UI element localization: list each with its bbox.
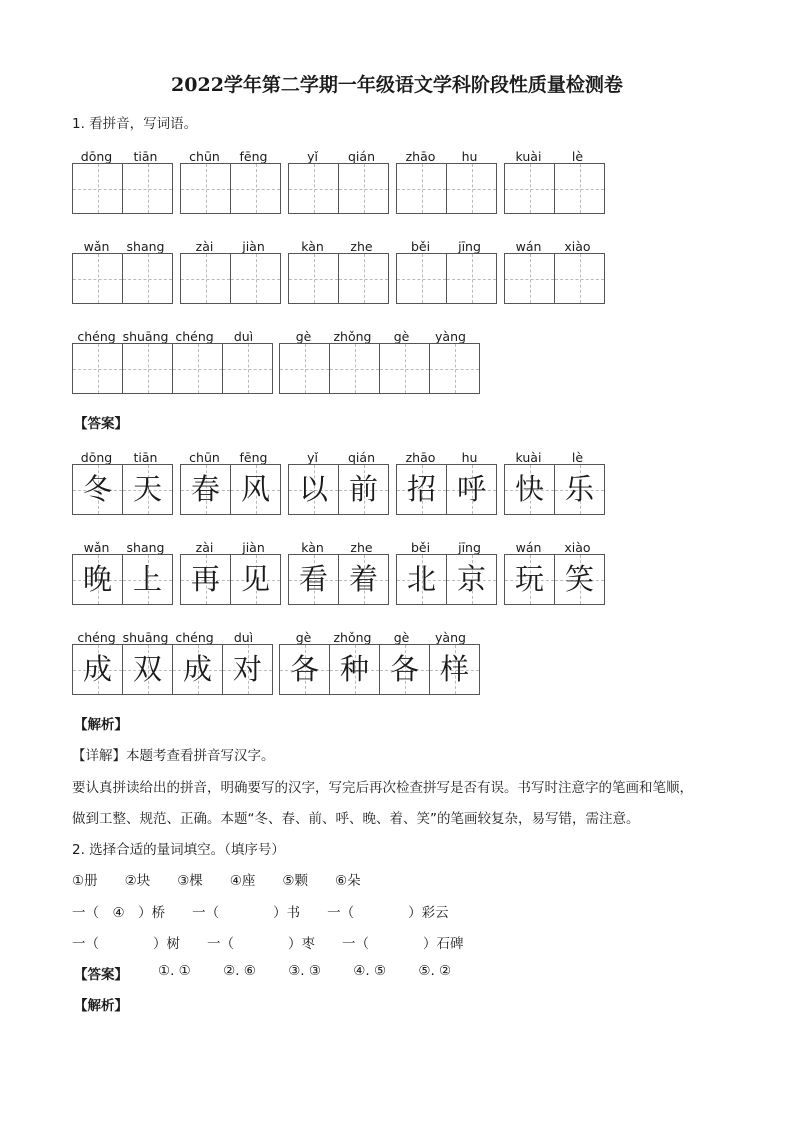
pinyin-syllable: chéng (175, 630, 214, 645)
answer-cell (180, 464, 231, 515)
answer-cell (429, 644, 480, 695)
blank-writing-cell[interactable] (230, 253, 281, 304)
answer-item: ⑤. ② (418, 963, 452, 979)
answer-character: 样 (439, 652, 469, 686)
question-2-answers (158, 963, 479, 979)
answer-character: 双 (132, 652, 162, 686)
pinyin-syllable: shang (126, 540, 165, 555)
pinyin-syllable: chéng (77, 329, 116, 344)
blank-writing-cell[interactable] (429, 343, 480, 394)
pinyin-syllable: dōng (80, 450, 113, 465)
pinyin-syllable: shuāng (122, 329, 169, 344)
blank-writing-cell[interactable] (446, 163, 497, 214)
answer-cell (338, 554, 389, 605)
answer-item: ④. ⑤ (353, 963, 387, 979)
answer-character: 各 (389, 652, 419, 686)
answer-character: 呼 (456, 472, 486, 506)
pinyin-syllable: chūn (189, 149, 220, 164)
answer-character: 种 (339, 652, 369, 686)
blank-writing-cell[interactable] (230, 163, 281, 214)
pinyin-syllable: xiào (564, 239, 591, 254)
answer-cell (396, 464, 447, 515)
blank-writing-cell[interactable] (72, 253, 123, 304)
answer-character: 风 (240, 472, 270, 506)
blank-writing-cell[interactable] (504, 163, 555, 214)
answer-character: 天 (132, 472, 162, 506)
answer-cell (122, 644, 173, 695)
blank-writing-cell[interactable] (72, 343, 123, 394)
answer-cell (222, 644, 273, 695)
question-2-line-2: 一（ ）树 一（ ）枣 一（ ）石碑 (72, 936, 464, 952)
blank-writing-cell[interactable] (122, 343, 173, 394)
pinyin-syllable: jīng (458, 540, 481, 555)
page-title: 2022学年第二学期一年级语文学科阶段性质量检测卷 (171, 74, 623, 96)
pinyin-syllable: kuài (515, 149, 542, 164)
answer-character: 春 (190, 472, 220, 506)
answer-cell (554, 464, 605, 515)
answer-item: ①. ① (158, 963, 191, 979)
answer-character: 玩 (514, 562, 544, 596)
question-1-label: 1. 看拼音，写词语。 (72, 116, 198, 132)
pinyin-syllable: gè (393, 329, 410, 344)
blank-writing-cell[interactable] (396, 253, 447, 304)
pinyin-syllable: zài (195, 540, 214, 555)
answer-character: 看 (298, 562, 328, 596)
pinyin-syllable: duì (233, 329, 254, 344)
pinyin-syllable: dōng (80, 149, 113, 164)
answer-cell (446, 554, 497, 605)
pinyin-syllable: zhāo (405, 450, 436, 465)
pinyin-syllable: běi (410, 239, 431, 254)
answer-cell (504, 464, 555, 515)
answer-cell (172, 644, 223, 695)
pinyin-syllable: yǐ (307, 450, 318, 465)
pinyin-syllable: duì (233, 630, 254, 645)
pinyin-syllable: jiàn (242, 540, 265, 555)
pinyin-syllable: qián (348, 450, 375, 465)
answer-character: 各 (289, 652, 319, 686)
answer-cell (72, 464, 123, 515)
answer-cell (338, 464, 389, 515)
answer-cell (122, 464, 173, 515)
pinyin-syllable: kàn (301, 540, 324, 555)
pinyin-syllable: jīng (458, 239, 481, 254)
answer-character: 北 (406, 562, 436, 596)
question-2-analysis-tag: 【解析】 (74, 998, 128, 1014)
pinyin-syllable: běi (410, 540, 431, 555)
answer-cell (72, 644, 123, 695)
answer-cell (379, 644, 430, 695)
question-2-answer-tag: 【答案】 (74, 967, 128, 983)
answer-cell (446, 464, 497, 515)
pinyin-syllable: zhǒng (333, 630, 372, 645)
pinyin-syllable: lè (571, 450, 584, 465)
answer-character: 京 (456, 562, 486, 596)
pinyin-syllable: hu (461, 149, 478, 164)
blank-writing-cell[interactable] (72, 163, 123, 214)
question-2-line-1: 一（ ④ ）桥 一（ ）书 一（ ）彩云 (72, 905, 449, 921)
answer-cell (72, 554, 123, 605)
pinyin-syllable: wán (515, 239, 542, 254)
blank-writing-cell[interactable] (554, 163, 605, 214)
answer-character: 前 (348, 472, 378, 506)
answer-character: 对 (232, 652, 262, 686)
blank-writing-cell[interactable] (504, 253, 555, 304)
pinyin-syllable: tiān (133, 149, 158, 164)
pinyin-syllable: jiàn (242, 239, 265, 254)
answer-cell (504, 554, 555, 605)
answer-cell (230, 554, 281, 605)
blank-writing-cell[interactable] (288, 253, 339, 304)
pinyin-syllable: chéng (175, 329, 214, 344)
answer-character: 成 (182, 652, 212, 686)
pinyin-syllable: fēng (239, 450, 268, 465)
blank-writing-cell[interactable] (180, 163, 231, 214)
answer-tag: 【答案】 (74, 416, 128, 432)
pinyin-syllable: yàng (435, 630, 466, 645)
answer-cell (288, 554, 339, 605)
blank-writing-cell[interactable] (122, 163, 173, 214)
blank-writing-cell[interactable] (338, 163, 389, 214)
pinyin-syllable: lè (571, 149, 584, 164)
answer-cell (279, 644, 330, 695)
answer-cell (329, 644, 380, 695)
pinyin-syllable: gè (295, 630, 312, 645)
blank-writing-cell[interactable] (279, 343, 330, 394)
analysis-paragraph-1: 要认真拼读给出的拼音，明确要写的汉字，写完后再次检查拼写是否有误。书写时注意字的笔画和笔顺， (72, 780, 693, 796)
answer-character: 笑 (564, 562, 594, 596)
pinyin-syllable: kàn (301, 239, 324, 254)
answer-cell (396, 554, 447, 605)
pinyin-syllable: yǐ (307, 149, 318, 164)
answer-character: 再 (190, 562, 220, 596)
blank-writing-cell[interactable] (122, 253, 173, 304)
answer-character: 冬 (82, 472, 112, 506)
pinyin-syllable: fēng (239, 149, 268, 164)
blank-writing-cell[interactable] (446, 253, 497, 304)
answer-item: ③. ③ (288, 963, 321, 979)
blank-writing-cell[interactable] (172, 343, 223, 394)
question-2-label: 2. 选择合适的量词填空。（填序号） (72, 842, 285, 858)
pinyin-syllable: shuāng (122, 630, 169, 645)
analysis-paragraph-2: 做到工整、规范、正确。本题“冬、春、前、呼、晚、着、笑”的笔画较复杂，易写错，需注意。 (72, 811, 640, 827)
pinyin-syllable: qián (348, 149, 375, 164)
pinyin-syllable: zhe (350, 239, 373, 254)
blank-writing-cell[interactable] (222, 343, 273, 394)
answer-character: 招 (406, 472, 436, 506)
pinyin-syllable: chéng (77, 630, 116, 645)
answer-character: 以 (298, 472, 328, 506)
blank-writing-cell[interactable] (338, 253, 389, 304)
question-2-options: ①册 ②块 ③棵 ④座 ⑤颗 ⑥朵 (72, 873, 361, 889)
pinyin-syllable: wǎn (83, 540, 110, 555)
pinyin-syllable: chūn (189, 450, 220, 465)
pinyin-syllable: wán (515, 540, 542, 555)
pinyin-syllable: xiào (564, 540, 591, 555)
detail-text: 【详解】本题考查看拼音写汉字。 (72, 748, 275, 764)
pinyin-syllable: zhe (350, 540, 373, 555)
answer-character: 着 (348, 562, 378, 596)
answer-character: 成 (82, 652, 112, 686)
blank-writing-cell[interactable] (554, 253, 605, 304)
answer-character: 见 (240, 562, 270, 596)
pinyin-syllable: tiān (133, 450, 158, 465)
pinyin-syllable: gè (295, 329, 312, 344)
pinyin-syllable: shang (126, 239, 165, 254)
answer-cell (554, 554, 605, 605)
answer-character: 乐 (564, 472, 594, 506)
blank-writing-cell[interactable] (396, 163, 447, 214)
pinyin-syllable: gè (393, 630, 410, 645)
answer-character: 上 (132, 562, 162, 596)
answer-character: 快 (514, 472, 544, 506)
pinyin-syllable: zhǒng (333, 329, 372, 344)
pinyin-syllable: hu (461, 450, 478, 465)
blank-writing-cell[interactable] (180, 253, 231, 304)
pinyin-syllable: zài (195, 239, 214, 254)
pinyin-syllable: yàng (435, 329, 466, 344)
blank-writing-cell[interactable] (379, 343, 430, 394)
blank-writing-cell[interactable] (288, 163, 339, 214)
answer-cell (230, 464, 281, 515)
analysis-tag: 【解析】 (74, 717, 128, 733)
pinyin-syllable: zhāo (405, 149, 436, 164)
pinyin-syllable: kuài (515, 450, 542, 465)
answer-cell (288, 464, 339, 515)
answer-cell (180, 554, 231, 605)
answer-character: 晚 (82, 562, 112, 596)
answer-item: ②. ⑥ (223, 963, 256, 979)
pinyin-syllable: wǎn (83, 239, 110, 254)
blank-writing-cell[interactable] (329, 343, 380, 394)
answer-cell (122, 554, 173, 605)
